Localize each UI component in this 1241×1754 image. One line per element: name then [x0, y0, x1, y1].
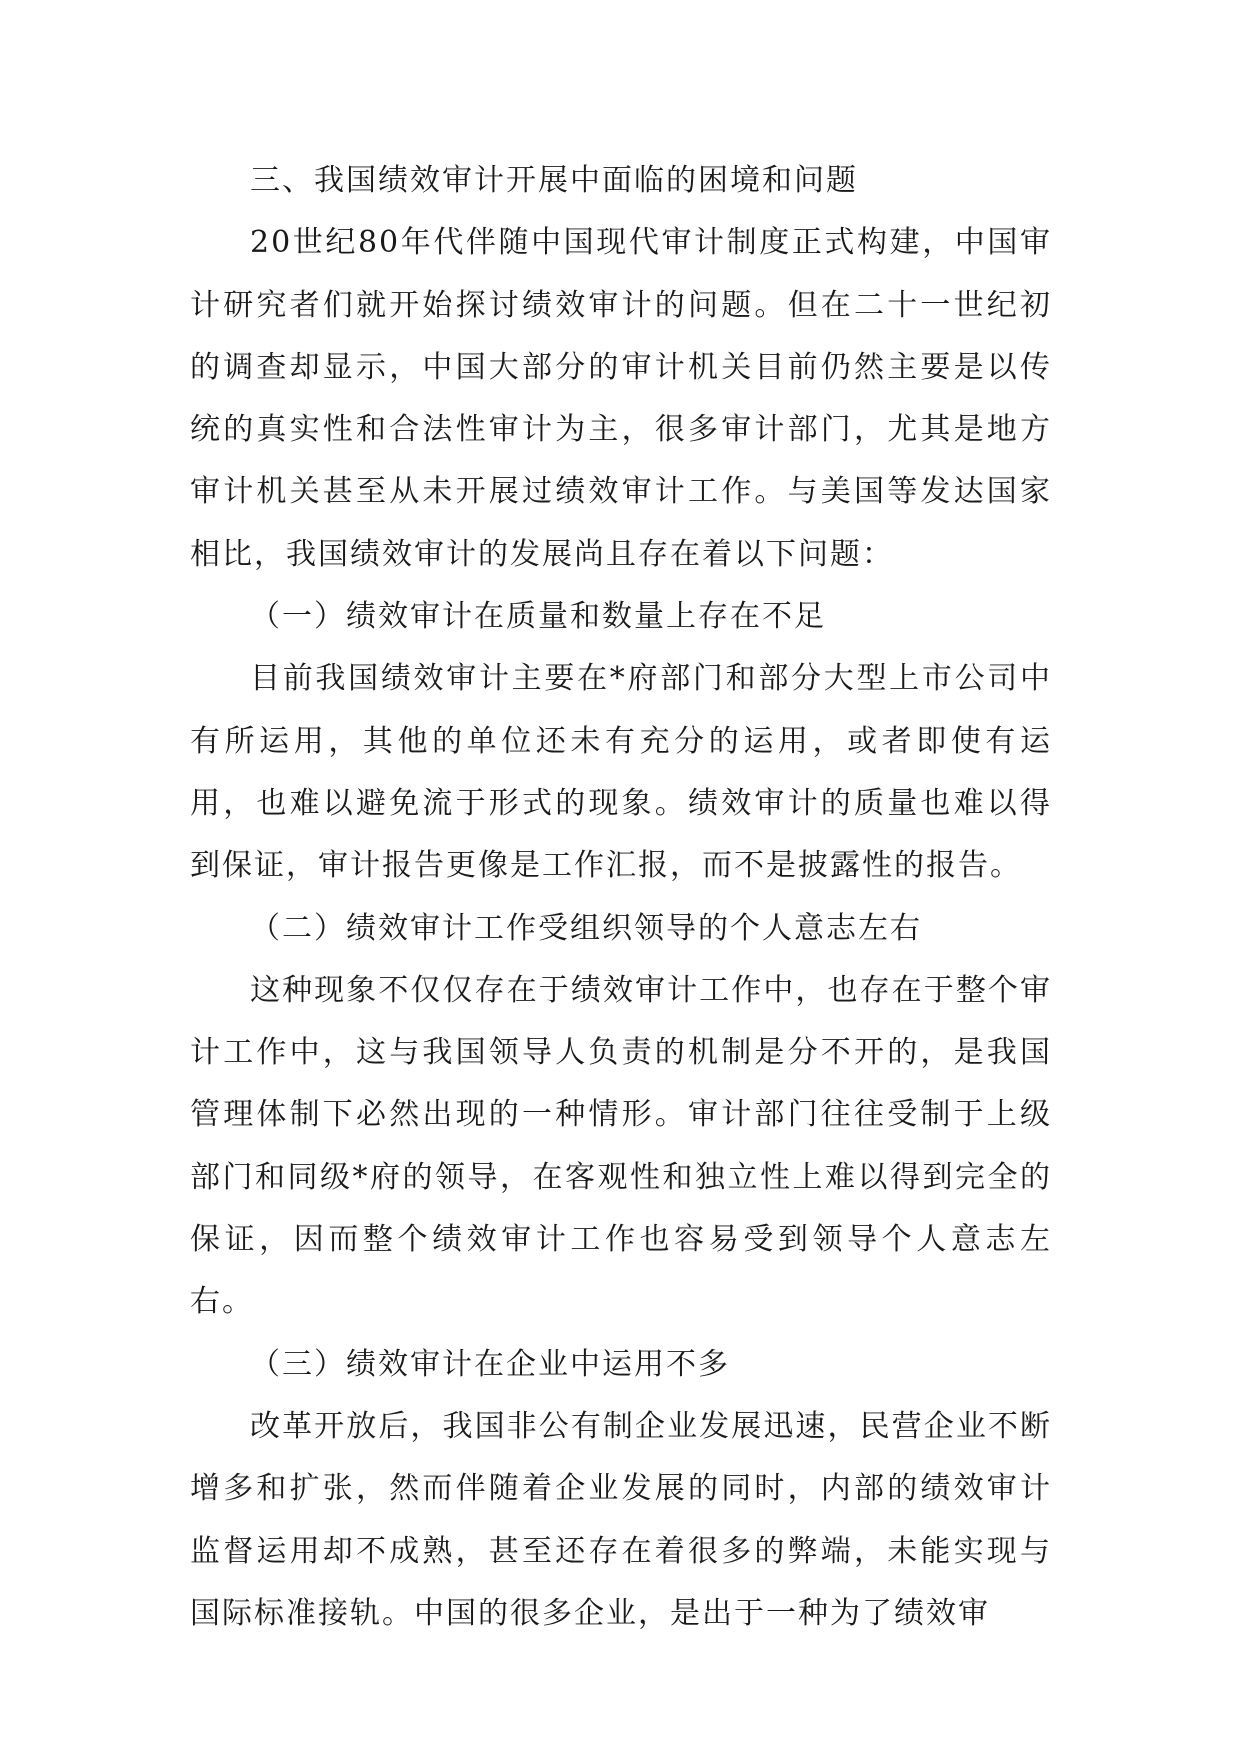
body-paragraph: 20世纪80年代伴随中国现代审计制度正式构建，中国审计研究者们就开始探讨绩效审计的问题。但在二十一世纪初的调查却显示，中国大部分的审计机关目前仍然主要是以传统的真实性和合法性审计为主，很多审计部门，尤其是地方审计机关甚至从未开展过绩效审计工作。与美国等发达国家相比，我国绩效审计的发展尚且存在着以下问题： — [190, 225, 1052, 572]
subsection-heading: （三）绩效审计在企业中运用不多 — [250, 1346, 730, 1382]
body-paragraph: 目前我国绩效审计主要在*府部门和部分大型上市公司中有所运用，其他的单位还未有充分的运用，或者即使有运用，也难以避免流于形式的现象。绩效审计的质量也难以得到保证，审计报告更像是工作汇报，而不是披露性的报告。 — [190, 661, 1052, 884]
body-paragraph: 这种现象不仅仅存在于绩效审计工作中，也存在于整个审计工作中，这与我国领导人负责的机制是分不开的，是我国管理体制下必然出现的一种情形。审计部门往往受制于上级部门和同级*府的领导，在客观性和独立性上难以得到完全的保证，因而整个绩效审计工作也容易受到领导个人意志左右。 — [190, 972, 1052, 1320]
subsection-heading: （一）绩效审计在质量和数量上存在不足 — [250, 599, 826, 635]
subsection-heading: （二）绩效审计工作受组织领导的个人意志左右 — [250, 910, 922, 946]
document-body — [190, 150, 1052, 1645]
section-heading: 三、我国绩效审计开展中面临的困境和问题 — [250, 163, 858, 198]
body-paragraph: 改革开放后，我国非公有制企业发展迅速，民营企业不断增多和扩张，然而伴随着企业发展的同时，内部的绩效审计监督运用却不成熟，甚至还存在着很多的弊端，未能实现与国际标准接轨。中国的很多企业，是出于一种为了绩效审 — [190, 1408, 1052, 1631]
